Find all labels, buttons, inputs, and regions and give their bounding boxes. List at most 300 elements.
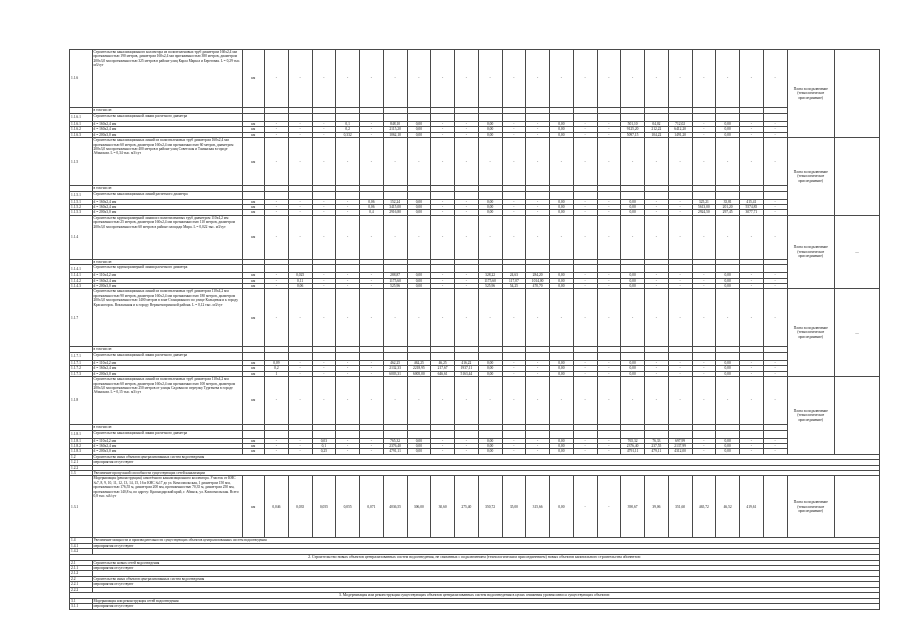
value-cell: - xyxy=(502,377,526,425)
value-cell: - xyxy=(668,210,692,215)
value-cell: - xyxy=(336,50,360,108)
value-cell: - xyxy=(312,289,336,347)
value-cell: 501,10 xyxy=(621,122,645,127)
value-cell: 5163,44 xyxy=(455,371,479,376)
value-cell: - xyxy=(431,127,455,132)
value-cell: 2218,95 xyxy=(407,366,431,371)
value-cell: - xyxy=(431,278,455,283)
value-cell: 0,00 xyxy=(407,443,431,448)
value-cell: 0,00 xyxy=(407,438,431,443)
value-cell: 0,00 xyxy=(550,127,574,132)
value-cell: - xyxy=(692,215,716,259)
value-cell: - xyxy=(312,273,336,278)
value-cell: - xyxy=(312,205,336,210)
value-cell: - xyxy=(597,122,621,127)
value-cell: - xyxy=(407,289,431,347)
value-cell: - xyxy=(740,289,764,347)
value-cell: 306,00 xyxy=(407,476,431,538)
value-cell xyxy=(573,265,597,273)
value-cell: - xyxy=(573,127,597,132)
value-cell: 462,25 xyxy=(407,360,431,365)
value-cell xyxy=(288,352,312,360)
value-cell: - xyxy=(455,127,479,132)
value-cell: - xyxy=(455,449,479,454)
row-unit: км xyxy=(242,289,265,347)
value-cell: - xyxy=(645,138,669,186)
value-cell xyxy=(431,191,455,199)
value-cell: 237,55 xyxy=(645,443,669,448)
row-description: d = 160x2,4 мм xyxy=(92,127,242,132)
row-description: в том числе: xyxy=(92,259,242,264)
row-code: 1.1.7.1 xyxy=(70,360,93,365)
value-cell: 2132,33 xyxy=(383,366,407,371)
value-cell: 0,00 xyxy=(478,122,502,127)
value-cell: - xyxy=(265,138,289,186)
value-cell: - xyxy=(692,366,716,371)
row-title: Строительство иных объектов централизованных систем водоотведения xyxy=(92,454,880,459)
value-cell: - xyxy=(336,215,360,259)
value-cell: - xyxy=(550,50,574,108)
value-cell: - xyxy=(645,377,669,425)
value-cell: - xyxy=(526,132,550,137)
value-cell: 0,00 xyxy=(550,449,574,454)
value-cell xyxy=(716,191,740,199)
value-cell xyxy=(265,352,289,360)
value-cell: 76,33 xyxy=(645,438,669,443)
value-cell: - xyxy=(265,273,289,278)
row-description: Строительство канализационной линии расчетного диаметра xyxy=(92,430,242,438)
row-unit: км xyxy=(242,138,265,186)
value-cell xyxy=(645,430,669,438)
value-cell: 0,00 xyxy=(621,199,645,204)
value-cell: - xyxy=(360,284,384,289)
value-cell xyxy=(573,114,597,122)
value-cell: - xyxy=(312,215,336,259)
remark-cell xyxy=(835,138,880,216)
row-unit: км xyxy=(242,210,265,215)
value-cell: - xyxy=(597,443,621,448)
table-row xyxy=(70,289,880,347)
value-cell: - xyxy=(692,289,716,347)
value-cell: 4791,11 xyxy=(621,449,645,454)
value-cell: - xyxy=(336,138,360,186)
value-cell: - xyxy=(763,449,787,454)
value-cell: - xyxy=(407,215,431,259)
value-cell xyxy=(526,352,550,360)
value-cell xyxy=(692,265,716,273)
value-cell: 0,00 xyxy=(716,443,740,448)
value-cell: 0,00 xyxy=(716,284,740,289)
value-cell: - xyxy=(692,273,716,278)
row-description: Строительство канализационного коллектора из полиэтиленовых труб диаметром 160x2,4 мм протяженностью 190 метров, диаметром 160x2,4 мм протяженностью 380 метров, диаметром 200x3,0 мм протяженностью 325 метров в районе улиц Карла Маркса и Береговая. L = 0,29 тыс. м3/сут xyxy=(92,50,242,108)
value-cell: - xyxy=(502,122,526,127)
value-cell: - xyxy=(431,199,455,204)
value-cell: - xyxy=(478,215,502,259)
row-description: d = 160x2,4 мм xyxy=(92,205,242,210)
value-cell: - xyxy=(526,377,550,425)
value-cell: 04,02 xyxy=(645,122,669,127)
value-cell: - xyxy=(502,199,526,204)
value-cell xyxy=(431,265,455,273)
value-cell: - xyxy=(621,377,645,425)
value-cell: - xyxy=(668,371,692,376)
value-cell: - xyxy=(526,50,550,108)
value-cell: - xyxy=(431,50,455,108)
value-cell: 0,00 xyxy=(478,366,502,371)
value-cell: - xyxy=(455,438,479,443)
value-cell xyxy=(383,191,407,199)
value-cell: - xyxy=(763,132,787,137)
value-cell: - xyxy=(740,122,764,127)
row-code: 1.1.6.1 xyxy=(70,122,93,127)
value-cell: 0,00 xyxy=(716,371,740,376)
value-cell: - xyxy=(502,132,526,137)
value-cell: 0,00 xyxy=(478,360,502,365)
value-cell xyxy=(288,430,312,438)
value-cell: 4036,55 xyxy=(383,476,407,538)
value-cell: - xyxy=(573,438,597,443)
remark-cell xyxy=(835,50,880,138)
value-cell: - xyxy=(502,443,526,448)
value-cell: - xyxy=(716,138,740,186)
value-cell xyxy=(740,191,764,199)
row-unit xyxy=(242,352,265,360)
value-cell: 0,00 xyxy=(550,284,574,289)
value-cell xyxy=(763,476,787,538)
value-cell: - xyxy=(336,273,360,278)
value-cell: 415,41 xyxy=(740,199,764,204)
row-description: d = 200x3,0 мм xyxy=(92,284,242,289)
value-cell: - xyxy=(645,289,669,347)
row-code: 1.1.7.3 xyxy=(70,371,93,376)
value-cell: - xyxy=(692,138,716,186)
row-unit: км xyxy=(242,366,265,371)
value-cell: 3415,00 xyxy=(383,205,407,210)
row-unit: км xyxy=(242,50,265,108)
value-cell: 0,00 xyxy=(550,360,574,365)
value-cell xyxy=(312,265,336,273)
value-cell: - xyxy=(597,278,621,283)
value-cell xyxy=(265,191,289,199)
value-cell: 325,21 xyxy=(692,199,716,204)
value-cell xyxy=(645,191,669,199)
row-title: мероприятия отсутствуют xyxy=(92,565,880,570)
financing-source-note: Плата за подключение (технологическое присоединение) xyxy=(787,215,835,289)
value-cell: - xyxy=(455,289,479,347)
table-row xyxy=(70,114,880,122)
row-code: 1.1.8.2 xyxy=(70,443,93,448)
table-row xyxy=(70,215,880,259)
value-cell: - xyxy=(265,377,289,425)
row-unit xyxy=(242,265,265,273)
table-row xyxy=(70,352,880,360)
value-cell xyxy=(383,430,407,438)
value-cell xyxy=(336,352,360,360)
value-cell: - xyxy=(597,205,621,210)
row-unit xyxy=(242,114,265,122)
row-unit: км xyxy=(242,438,265,443)
value-cell: - xyxy=(455,443,479,448)
value-cell: 0,00 xyxy=(407,127,431,132)
value-cell: - xyxy=(431,377,455,425)
row-unit xyxy=(242,191,265,199)
value-cell: - xyxy=(740,273,764,278)
value-cell: - xyxy=(336,278,360,283)
value-cell: - xyxy=(550,377,574,425)
value-cell: - xyxy=(431,289,455,347)
value-cell: - xyxy=(597,138,621,186)
section-heading: 3. Модернизация или реконструкция существующих объектов централизованных систем водоотведения в целях снижения уровня износа существующих объектов: xyxy=(70,593,880,599)
value-cell: - xyxy=(360,278,384,283)
row-title: мероприятия отсутствуют xyxy=(92,543,880,548)
value-cell: 0,055 xyxy=(336,476,360,538)
value-cell xyxy=(668,114,692,122)
value-cell: - xyxy=(740,278,764,283)
value-cell: 465,72 xyxy=(692,476,716,538)
value-cell: - xyxy=(692,371,716,376)
value-cell: 9125,20 xyxy=(621,127,645,132)
value-cell: - xyxy=(312,50,336,108)
value-cell: 0,00 xyxy=(550,122,574,127)
value-cell: - xyxy=(763,289,787,347)
value-cell: - xyxy=(265,449,289,454)
value-cell: - xyxy=(763,443,787,448)
value-cell: 0,00 xyxy=(716,449,740,454)
value-cell: - xyxy=(763,127,787,132)
value-cell: - xyxy=(288,371,312,376)
value-cell: - xyxy=(288,127,312,132)
table-row xyxy=(70,430,880,438)
value-cell: - xyxy=(573,289,597,347)
value-cell: - xyxy=(645,210,669,215)
value-cell: - xyxy=(763,284,787,289)
value-cell xyxy=(645,114,669,122)
value-cell: 419,61 xyxy=(740,476,764,538)
value-cell: 5613,00 xyxy=(692,205,716,210)
value-cell xyxy=(502,114,526,122)
value-cell: 0,00 xyxy=(550,366,574,371)
value-cell: - xyxy=(288,377,312,425)
value-cell: - xyxy=(265,215,289,259)
value-cell: - xyxy=(526,289,550,347)
row-code: 2.2.1 xyxy=(70,582,93,587)
value-cell: - xyxy=(502,438,526,443)
value-cell: - xyxy=(621,50,645,108)
value-cell: - xyxy=(431,438,455,443)
value-cell xyxy=(740,265,764,273)
value-cell: 0,1 xyxy=(312,443,336,448)
row-code: 1.2.2 xyxy=(70,465,93,470)
value-cell: - xyxy=(692,50,716,108)
value-cell: - xyxy=(573,215,597,259)
value-cell: 3077,71 xyxy=(740,210,764,215)
value-cell: - xyxy=(573,132,597,137)
value-cell: - xyxy=(502,138,526,186)
value-cell xyxy=(763,191,787,199)
value-cell xyxy=(360,352,384,360)
value-cell: 350,72 xyxy=(478,476,502,538)
section-heading: 2. Строительство новых объектов централизованных систем водоотведения, не связанных с подключением (технологическим присоединением) новых объектов капитального строительства абонентов: xyxy=(70,554,880,560)
value-cell: 0,00 xyxy=(716,360,740,365)
value-cell: - xyxy=(455,138,479,186)
value-cell: 0,00 xyxy=(716,122,740,127)
value-cell: 0,046 xyxy=(265,476,289,538)
value-cell: - xyxy=(360,122,384,127)
value-cell xyxy=(312,191,336,199)
value-cell: - xyxy=(597,289,621,347)
row-description: d = 200x3,0 мм xyxy=(92,132,242,137)
value-cell: - xyxy=(431,210,455,215)
value-cell: - xyxy=(288,449,312,454)
value-cell: - xyxy=(763,371,787,376)
value-cell xyxy=(407,114,431,122)
value-cell xyxy=(502,265,526,273)
value-cell: 0,00 xyxy=(478,371,502,376)
value-cell: - xyxy=(265,132,289,137)
value-cell: - xyxy=(431,284,455,289)
value-cell: - xyxy=(312,138,336,186)
value-cell xyxy=(288,114,312,122)
value-cell: - xyxy=(573,360,597,365)
value-cell: - xyxy=(573,273,597,278)
value-cell: - xyxy=(692,443,716,448)
value-cell: - xyxy=(692,278,716,283)
value-cell: 1 xyxy=(265,371,289,376)
value-cell: - xyxy=(336,366,360,371)
value-cell xyxy=(336,191,360,199)
row-unit: км xyxy=(242,273,265,278)
value-cell: - xyxy=(668,138,692,186)
value-cell: - xyxy=(597,210,621,215)
value-cell: - xyxy=(526,127,550,132)
value-cell xyxy=(312,114,336,122)
value-cell: 0,00 xyxy=(621,278,645,283)
value-cell: - xyxy=(312,278,336,283)
value-cell: - xyxy=(716,50,740,108)
value-cell xyxy=(621,265,645,273)
row-description: d = 160x2,4 мм xyxy=(92,443,242,448)
value-cell xyxy=(597,191,621,199)
value-cell: 201,20 xyxy=(716,205,740,210)
value-cell: - xyxy=(645,278,669,283)
row-code: 1.1.7 xyxy=(70,289,93,347)
value-cell: - xyxy=(621,215,645,259)
value-cell: - xyxy=(573,138,597,186)
value-cell: 0,00 xyxy=(478,205,502,210)
value-cell: 0,00 xyxy=(407,205,431,210)
table-row xyxy=(70,138,880,186)
value-cell: - xyxy=(383,289,407,347)
value-cell xyxy=(597,114,621,122)
value-cell: - xyxy=(597,366,621,371)
value-cell xyxy=(360,430,384,438)
value-cell: - xyxy=(645,50,669,108)
row-code: 1.3 xyxy=(70,470,93,475)
value-cell: 0,1 xyxy=(336,122,360,127)
value-cell: 46,52 xyxy=(716,476,740,538)
value-cell: 30,60 xyxy=(431,476,455,538)
value-cell: - xyxy=(360,366,384,371)
value-cell: 46,25 xyxy=(431,360,455,365)
value-cell: - xyxy=(573,443,597,448)
value-cell: - xyxy=(526,138,550,186)
value-cell: - xyxy=(312,284,336,289)
row-unit: км xyxy=(242,377,265,425)
value-cell: 0,025 xyxy=(288,273,312,278)
value-cell: - xyxy=(573,284,597,289)
value-cell: - xyxy=(645,215,669,259)
value-cell: - xyxy=(668,199,692,204)
value-cell: 0,00 xyxy=(550,371,574,376)
value-cell xyxy=(526,114,550,122)
value-cell: - xyxy=(312,199,336,204)
row-description: Строительство канализационных линий из полиэтиленовых труб диаметром 110x4,2 мм протяженностью 90 метров, диаметром 160x2,4 мм протяженностью 180 метров, диаметром 200x3,0 мм протяженностью 1400 метров в зоне Станционного по улице Кольцевая и к городу Красногорск. Вокзальная и к городу Верхнехопринской района. L = 0,12 тыс. м3/сут xyxy=(92,289,242,347)
value-cell: - xyxy=(621,138,645,186)
row-code: 1.2 xyxy=(70,454,93,459)
row-description: в том числе: xyxy=(92,347,242,352)
value-cell: - xyxy=(265,278,289,283)
value-cell: 525,96 xyxy=(383,284,407,289)
value-cell: - xyxy=(597,371,621,376)
value-cell: - xyxy=(740,443,764,448)
value-cell: - xyxy=(763,360,787,365)
financing-source-note: Плата за подключение (технологическое присоединение) xyxy=(787,377,835,455)
value-cell: - xyxy=(668,366,692,371)
value-cell: 0,00 xyxy=(716,366,740,371)
row-unit: км xyxy=(242,476,265,538)
value-cell: - xyxy=(645,284,669,289)
value-cell: 765,32 xyxy=(383,438,407,443)
value-cell: - xyxy=(740,366,764,371)
value-cell: - xyxy=(265,289,289,347)
row-code: 1.1.6.3 xyxy=(70,132,93,137)
remark-cell xyxy=(835,377,880,455)
value-cell: - xyxy=(265,199,289,204)
row-description: d = 200x3,0 мм xyxy=(92,210,242,215)
value-cell: 0,00 xyxy=(407,278,431,283)
value-cell: - xyxy=(573,122,597,127)
value-cell xyxy=(478,265,502,273)
row-description: Строительство канализационной линии расчетного диаметра xyxy=(92,114,242,122)
value-cell: - xyxy=(573,371,597,376)
value-cell: 0,4 xyxy=(360,210,384,215)
value-cell: 315,66 xyxy=(526,476,550,538)
value-cell: - xyxy=(431,215,455,259)
value-cell: - xyxy=(740,132,764,137)
value-cell xyxy=(502,430,526,438)
value-cell: 284,20 xyxy=(526,273,550,278)
value-cell xyxy=(716,430,740,438)
row-code: 2.1.2 xyxy=(70,571,93,576)
value-cell: - xyxy=(763,122,787,127)
value-cell xyxy=(407,352,431,360)
value-cell: - xyxy=(360,289,384,347)
row-code: 1.4.1 xyxy=(70,543,93,548)
value-cell: - xyxy=(573,366,597,371)
value-cell: 0,332 xyxy=(336,132,360,137)
value-cell: - xyxy=(312,132,336,137)
row-code: 2.1 xyxy=(70,560,93,565)
value-cell: 0,00 xyxy=(407,210,431,215)
value-cell: - xyxy=(668,215,692,259)
row-description: d = 200x3,0 мм xyxy=(92,449,242,454)
value-cell: 0,00 xyxy=(550,443,574,448)
value-cell xyxy=(478,352,502,360)
table-row xyxy=(70,377,880,425)
value-cell: - xyxy=(597,215,621,259)
value-cell xyxy=(455,352,479,360)
value-cell: 0,00 xyxy=(716,273,740,278)
